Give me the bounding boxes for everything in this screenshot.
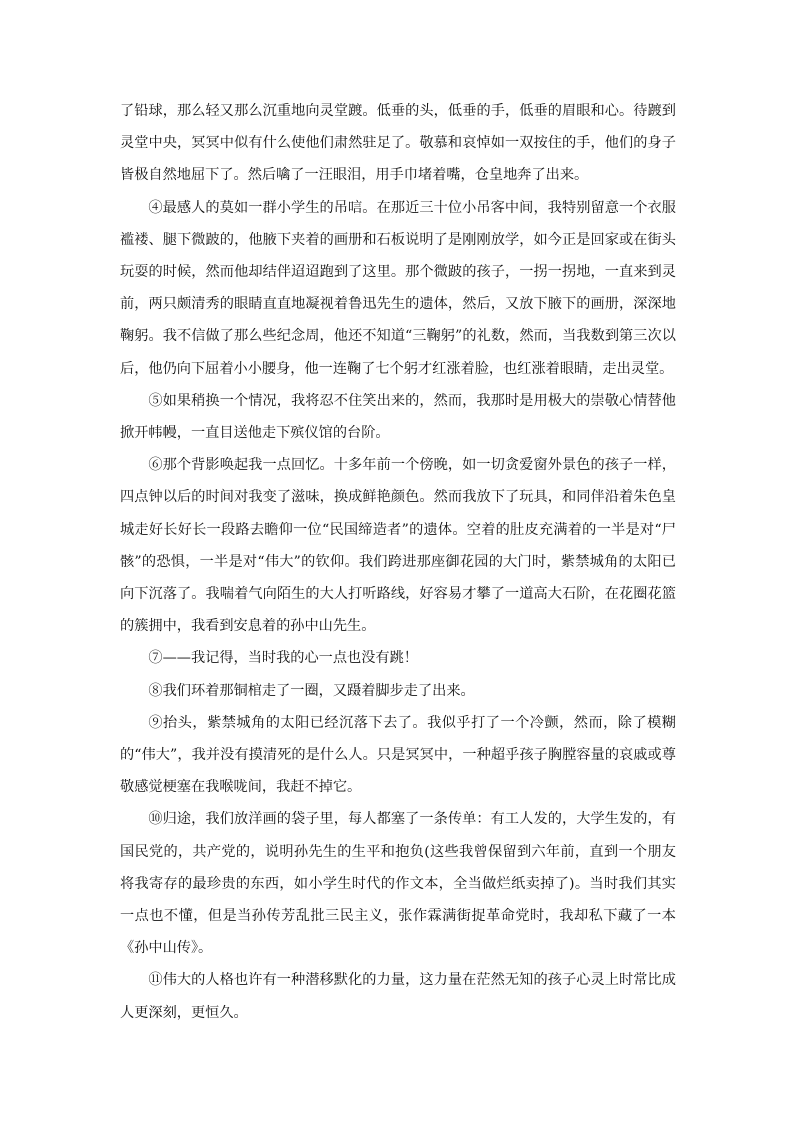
paragraph-7: ⑦——我记得，当时我的心一点也没有跳！	[148, 650, 418, 667]
paragraph-9: ⑨抬头，紫禁城角的太阳已经沉落下去了。我似乎打了一个冷颤，然而，除了模糊的“伟大”，我并没有摸清死的是什么人。只是冥冥中，一种超乎孩子胸膛容量的哀戚或尊敬感觉梗塞在我喉咙间，我赶不掉它。	[120, 714, 676, 796]
paragraph-11: ⑪伟大的人格也许有一种潜移默化的力量，这力量在茫然无知的孩子心灵上时常比成人更深刻，更恒久。	[120, 972, 676, 1021]
paragraph-10: ⑩归途，我们放洋画的袋子里，每人都塞了一条传单：有工人发的，大学生发的，有国民党的，共产党的，说明孙先生的生平和抱负(这些我曾保留到六年前，直到一个朋友将我寄存的最珍贵的东西，如小学生时代的作文本，全当做烂纸卖掉了)。当时我们其实一点也不懂，但是当孙传芳乱批三民主义，张作霖满街捉革命党时，我却私下藏了一本《孙中山传》。	[120, 811, 676, 957]
paragraph-5: ⑤如果稍换一个情况，我将忍不住笑出来的，然而，我那时是用极大的崇敬心情替他掀开帏幔，一直目送他走下殡仪馆的台阶。	[120, 392, 676, 442]
paragraph-continued: 了铅球，那么轻又那么沉重地向灵堂踱。低垂的头，低垂的手，低垂的眉眼和心。待踱到灵堂中央，冥冥中似有什么使他们肃然驻足了。敬慕和哀悼如一双按住的手，他们的身子皆极自然地屈下了。然后噙了一汪眼泪，用手巾堵着嘴，仓皇地奔了出来。	[120, 103, 676, 184]
paragraph-4: ④最感人的莫如一群小学生的吊唁。在那近三十位小吊客中间，我特别留意一个衣服褴褛、腿下微跛的，他腋下夹着的画册和石板说明了是刚刚放学，如今正是回家或在街头玩耍的时候，然而他却结伴迢迢跑到了这里。那个微跛的孩子，一拐一拐地，一直来到灵前，两只颇清秀的眼睛直直地凝视着鲁迅先生的遗体，然后，又放下腋下的画册，深深地鞠躬。我不信做了那么些纪念周，他还不知道“三鞠躬”的礼数，然而，当我数到第三次以后，他仍向下屈着小小腰身，他一连鞠了七个躬才红涨着脸，也红涨着眼睛，走出灵堂。	[120, 199, 676, 377]
document-page	[120, 95, 676, 1029]
paragraph-8: ⑧我们环着那铜棺走了一圈，又蹑着脚步走了出来。	[148, 682, 475, 699]
paragraph-6: ⑥那个背影唤起我一点回忆。十多年前一个傍晚，如一切贪爱窗外景色的孩子一样，四点钟以后的时间对我变了滋味，换成鲜艳颜色。然而我放下了玩具，和同伴沿着朱色皇城走好长好长一段路去瞻仰一位“民国缔造者”的遗体。空着的肚皮充满着的一半是对“尸骸”的恐惧，一半是对“伟大”的钦仰。我们跨进那座御花园的大门时，紫禁城角的太阳已向下沉落了。我喘着气向陌生的大人打听路线，好容易才攀了一道高大石阶，在花圈花篮的簇拥中，我看到安息着的孙中山先生。	[120, 457, 676, 635]
